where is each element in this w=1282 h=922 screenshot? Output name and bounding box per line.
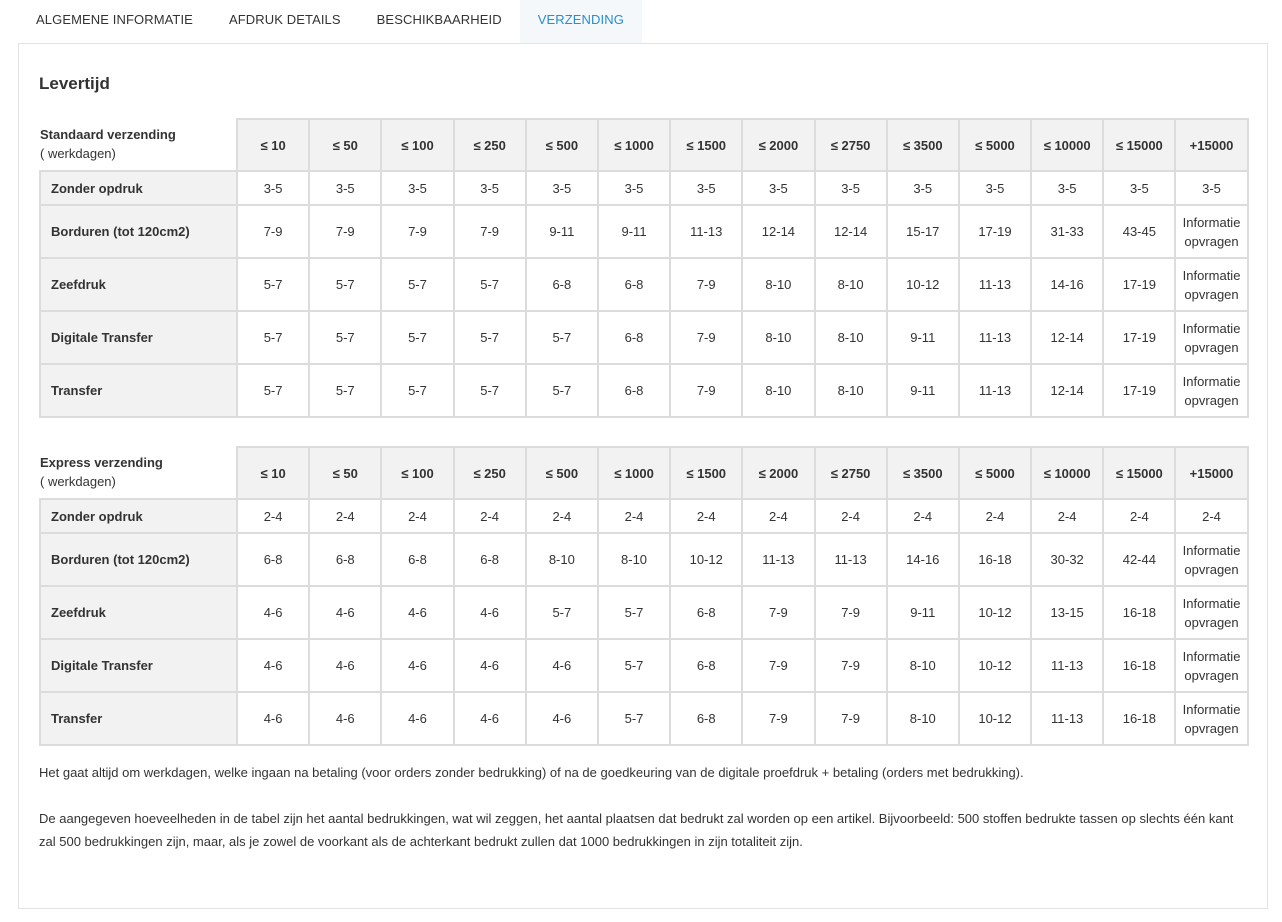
row-label: Zeefdruk [40,258,237,311]
quantity-header: ≤ 250 [454,119,526,171]
delivery-time-cell: 16-18 [1103,692,1175,745]
quantity-header: ≤ 100 [381,119,453,171]
delivery-time-cell: 12-14 [1031,364,1103,417]
delivery-time-cell: 16-18 [1103,639,1175,692]
delivery-time-cell: Informatie opvragen [1175,364,1247,417]
delivery-time-cell: 7-9 [454,205,526,258]
delivery-time-cell: 4-6 [237,692,309,745]
delivery-time-cell: 10-12 [959,692,1031,745]
table-caption-title: Standaard verzending [40,127,176,142]
delivery-time-cell: 6-8 [598,258,670,311]
delivery-time-cell: 8-10 [526,533,598,586]
delivery-time-cell: 7-9 [309,205,381,258]
delivery-time-cell: 9-11 [526,205,598,258]
delivery-time-cell: 16-18 [1103,586,1175,639]
quantity-header: ≤ 5000 [959,447,1031,499]
quantity-header: ≤ 2750 [815,119,887,171]
tab-bar [18,0,642,43]
note-workdays: Het gaat altijd om werkdagen, welke ingaan na betaling (voor orders zonder bedrukking) of na de goedkeuring van de digitale proefdruk + betaling (orders met bedrukking). [39,765,1024,780]
delivery-time-cell: 5-7 [526,364,598,417]
delivery-time-cell: Informatie opvragen [1175,692,1247,745]
delivery-time-cell: Informatie opvragen [1175,258,1247,311]
delivery-time-cell: 5-7 [526,311,598,364]
table-row [40,533,1248,586]
delivery-time-cell: 8-10 [887,639,959,692]
quantity-header: ≤ 2000 [742,119,814,171]
delivery-time-cell: 17-19 [1103,311,1175,364]
table-row [40,499,1248,533]
delivery-time-cell: 4-6 [309,639,381,692]
delivery-time-cell: 3-5 [742,171,814,205]
delivery-time-cell: 4-6 [237,586,309,639]
tab-afdruk-details[interactable]: AFDRUK DETAILS [228,12,341,27]
delivery-time-cell: 2-4 [670,499,742,533]
delivery-time-cell: 10-12 [887,258,959,311]
delivery-time-cell: 5-7 [237,311,309,364]
delivery-time-cell: 6-8 [670,586,742,639]
delivery-time-cell: 5-7 [598,586,670,639]
delivery-time-cell: 5-7 [454,311,526,364]
table-caption-subtitle: ( werkdagen) [40,146,116,161]
delivery-time-cell: 11-13 [742,533,814,586]
delivery-time-cell: 6-8 [381,533,453,586]
delivery-time-cell: 5-7 [454,364,526,417]
delivery-time-cell: 13-15 [1031,586,1103,639]
delivery-time-cell: 4-6 [454,692,526,745]
delivery-time-cell: 2-4 [237,499,309,533]
quantity-header: ≤ 500 [526,119,598,171]
delivery-time-cell: 9-11 [598,205,670,258]
delivery-time-cell: 8-10 [815,258,887,311]
quantity-header: ≤ 3500 [887,119,959,171]
table-row [40,311,1248,364]
row-label: Zonder opdruk [40,171,237,205]
quantity-header: ≤ 50 [309,447,381,499]
quantity-header: ≤ 10 [237,119,309,171]
delivery-time-cell: 5-7 [309,258,381,311]
delivery-time-cell: 6-8 [670,692,742,745]
quantity-header: ≤ 2000 [742,447,814,499]
table-caption [40,447,237,499]
delivery-time-cell: 7-9 [815,586,887,639]
delivery-time-cell: 2-4 [1031,499,1103,533]
delivery-time-cell: 11-13 [670,205,742,258]
delivery-time-cell: 42-44 [1103,533,1175,586]
delivery-time-cell: 11-13 [1031,692,1103,745]
delivery-time-cell: 10-12 [670,533,742,586]
delivery-time-cell: 16-18 [959,533,1031,586]
delivery-time-cell: 11-13 [815,533,887,586]
delivery-time-cell: 4-6 [454,586,526,639]
delivery-time-cell: 3-5 [598,171,670,205]
delivery-time-cell: 9-11 [887,311,959,364]
delivery-time-cell: 17-19 [1103,258,1175,311]
delivery-time-cell: 6-8 [309,533,381,586]
delivery-time-cell: 2-4 [742,499,814,533]
row-label: Borduren (tot 120cm2) [40,205,237,258]
quantity-header: ≤ 500 [526,447,598,499]
row-label: Zonder opdruk [40,499,237,533]
delivery-time-cell: 7-9 [670,364,742,417]
quantity-header: ≤ 2750 [815,447,887,499]
quantity-header: ≤ 100 [381,447,453,499]
delivery-time-cell: 14-16 [1031,258,1103,311]
row-label: Transfer [40,692,237,745]
delivery-time-cell: 7-9 [742,586,814,639]
table-row [40,364,1248,417]
delivery-time-cell: Informatie opvragen [1175,586,1247,639]
delivery-time-cell: 5-7 [598,639,670,692]
quantity-header: +15000 [1175,447,1247,499]
delivery-time-cell: 4-6 [381,692,453,745]
delivery-time-cell: 5-7 [237,364,309,417]
table-row [40,171,1248,205]
delivery-time-cell: 5-7 [454,258,526,311]
delivery-time-cell: 14-16 [887,533,959,586]
delivery-time-cell: 5-7 [309,364,381,417]
delivery-time-cell: 4-6 [454,639,526,692]
delivery-time-cell: 12-14 [815,205,887,258]
delivery-time-cell: 8-10 [742,258,814,311]
delivery-time-cell: 6-8 [670,639,742,692]
quantity-header: ≤ 10 [237,447,309,499]
delivery-time-cell: 8-10 [742,311,814,364]
delivery-time-cell: 2-4 [887,499,959,533]
delivery-time-cell: 17-19 [1103,364,1175,417]
delivery-time-cell: 6-8 [598,311,670,364]
delivery-time-cell: 7-9 [670,311,742,364]
delivery-time-cell: Informatie opvragen [1175,311,1247,364]
table-caption [40,119,237,171]
delivery-time-cell: 12-14 [1031,311,1103,364]
table-row [40,258,1248,311]
delivery-time-cell: 2-4 [454,499,526,533]
quantity-header: ≤ 50 [309,119,381,171]
delivery-time-cell: 7-9 [815,639,887,692]
delivery-time-cell: 6-8 [454,533,526,586]
delivery-time-cell: 11-13 [1031,639,1103,692]
quantity-header: ≤ 5000 [959,119,1031,171]
delivery-time-cell: 2-4 [598,499,670,533]
delivery-time-cell: 8-10 [815,311,887,364]
table-row [40,205,1248,258]
delivery-time-cell: 8-10 [598,533,670,586]
quantity-header: ≤ 10000 [1031,119,1103,171]
delivery-time-cell: 4-6 [309,692,381,745]
row-label: Digitale Transfer [40,639,237,692]
table-row [40,692,1248,745]
delivery-time-cell: 5-7 [598,692,670,745]
quantity-header: ≤ 3500 [887,447,959,499]
tab-beschikbaarheid[interactable]: BESCHIKBAARHEID [376,12,502,27]
delivery-time-cell: 3-5 [959,171,1031,205]
delivery-time-cell: 2-4 [1103,499,1175,533]
row-label: Zeefdruk [40,586,237,639]
row-label: Transfer [40,364,237,417]
delivery-time-cell: 4-6 [237,639,309,692]
standard-shipping-table [39,118,1249,418]
delivery-time-cell: 5-7 [309,311,381,364]
delivery-time-cell: 3-5 [454,171,526,205]
delivery-time-cell: 4-6 [526,639,598,692]
delivery-time-cell: 3-5 [1175,171,1247,205]
express-shipping-table [39,446,1249,746]
delivery-time-cell: 4-6 [526,692,598,745]
delivery-time-cell: 5-7 [237,258,309,311]
delivery-time-cell: 11-13 [959,311,1031,364]
delivery-time-cell: 11-13 [959,364,1031,417]
delivery-time-cell: 43-45 [1103,205,1175,258]
delivery-time-cell: 6-8 [526,258,598,311]
delivery-time-cell: 2-4 [815,499,887,533]
delivery-time-cell: 17-19 [959,205,1031,258]
delivery-time-cell: 3-5 [887,171,959,205]
delivery-time-cell: 30-32 [1031,533,1103,586]
row-label: Digitale Transfer [40,311,237,364]
delivery-time-cell: 3-5 [309,171,381,205]
delivery-time-cell: 7-9 [237,205,309,258]
delivery-time-cell: 2-4 [526,499,598,533]
quantity-header: ≤ 1000 [598,447,670,499]
delivery-time-cell: 2-4 [309,499,381,533]
delivery-time-cell: 5-7 [381,311,453,364]
delivery-time-cell: 3-5 [1103,171,1175,205]
tab-verzending[interactable]: VERZENDING [520,0,642,43]
delivery-time-cell: 9-11 [887,364,959,417]
delivery-time-cell: 2-4 [1175,499,1247,533]
delivery-time-cell: 3-5 [381,171,453,205]
tab-algemene-informatie[interactable]: ALGEMENE INFORMATIE [36,12,193,27]
delivery-time-cell: Informatie opvragen [1175,205,1247,258]
quantity-header: ≤ 250 [454,447,526,499]
quantity-header: ≤ 15000 [1103,447,1175,499]
delivery-time-cell: Informatie opvragen [1175,533,1247,586]
delivery-time-cell: 3-5 [670,171,742,205]
delivery-time-cell: 4-6 [381,639,453,692]
table-caption-title: Express verzending [40,455,163,470]
tab-panel [18,43,1268,909]
delivery-time-cell: 7-9 [815,692,887,745]
delivery-time-cell: 7-9 [742,692,814,745]
delivery-time-cell: 3-5 [237,171,309,205]
delivery-time-cell: 6-8 [598,364,670,417]
delivery-time-cell: 9-11 [887,586,959,639]
delivery-time-cell: 2-4 [381,499,453,533]
table-row [40,586,1248,639]
delivery-time-cell: 10-12 [959,586,1031,639]
delivery-time-cell: 3-5 [1031,171,1103,205]
delivery-time-cell: 8-10 [742,364,814,417]
quantity-header: ≤ 1000 [598,119,670,171]
delivery-time-cell: 8-10 [887,692,959,745]
quantity-header: ≤ 1500 [670,447,742,499]
delivery-time-cell: 2-4 [959,499,1031,533]
delivery-time-cell: 15-17 [887,205,959,258]
delivery-time-cell: 7-9 [742,639,814,692]
delivery-time-cell: 6-8 [237,533,309,586]
delivery-time-cell: Informatie opvragen [1175,639,1247,692]
section-title: Levertijd [39,74,110,93]
row-label: Borduren (tot 120cm2) [40,533,237,586]
quantity-header: ≤ 10000 [1031,447,1103,499]
delivery-time-cell: 4-6 [309,586,381,639]
delivery-time-cell: 8-10 [815,364,887,417]
delivery-time-cell: 7-9 [381,205,453,258]
delivery-time-cell: 11-13 [959,258,1031,311]
quantity-header: +15000 [1175,119,1247,171]
delivery-time-cell: 4-6 [381,586,453,639]
delivery-time-cell: 7-9 [670,258,742,311]
delivery-time-cell: 5-7 [381,258,453,311]
quantity-header: ≤ 1500 [670,119,742,171]
delivery-time-cell: 3-5 [815,171,887,205]
table-row [40,639,1248,692]
delivery-time-cell: 5-7 [526,586,598,639]
table-caption-subtitle: ( werkdagen) [40,474,116,489]
quantity-header: ≤ 15000 [1103,119,1175,171]
delivery-time-cell: 31-33 [1031,205,1103,258]
delivery-time-cell: 3-5 [526,171,598,205]
delivery-time-cell: 5-7 [381,364,453,417]
note-quantities: De aangegeven hoeveelheden in de tabel zijn het aantal bedrukkingen, wat wil zeggen, het aantal plaatsen dat bedrukt zal worden op een artikel. Bijvoorbeeld: 500 stoffen bedrukte tassen op slechts één kant zal 500 bedrukkingen zijn, maar, als je zowel de voorkant als de achterkant bedrukt zullen dat 1000 bedrukkingen in zijn totaliteit zijn. [39,811,1234,849]
delivery-time-cell: 10-12 [959,639,1031,692]
delivery-time-cell: 12-14 [742,205,814,258]
